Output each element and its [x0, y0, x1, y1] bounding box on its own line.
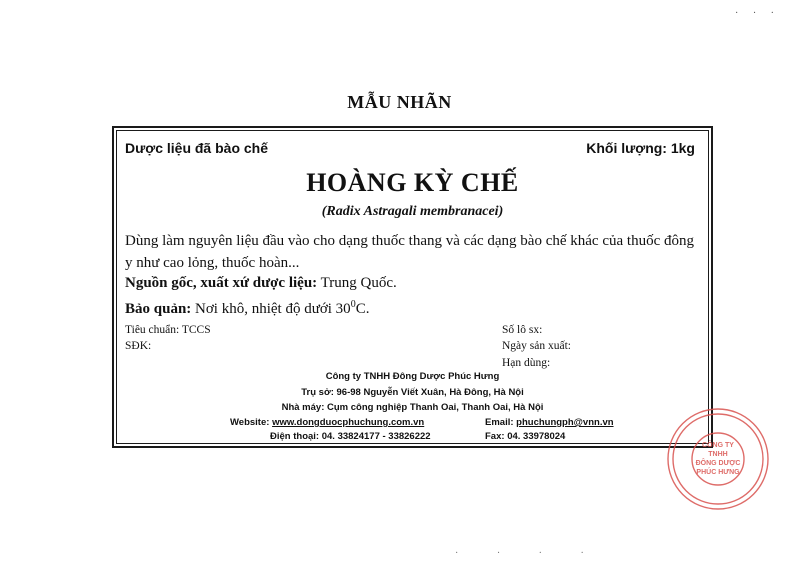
email-line: [485, 417, 614, 428]
headquarters-line: [114, 387, 711, 398]
page-heading: MẪU NHÃN: [347, 92, 452, 112]
weight-text: Khối lượng: 1kg: [586, 140, 695, 156]
storage-label: Bảo quản:: [125, 301, 192, 317]
website-link[interactable]: www.dongduocphuchung.com.vn: [272, 417, 425, 428]
origin-label: Nguồn gốc, xuất xứ dược liệu:: [125, 275, 318, 291]
website-line: [230, 417, 424, 428]
storage-line: [125, 299, 369, 318]
product-name: HOÀNG KỲ CHẾ: [306, 168, 519, 197]
seal-text-4: PHÚC HƯNG: [696, 469, 740, 476]
email-link[interactable]: phuchungph@vnn.vn: [516, 417, 614, 428]
seal-text-1: CÔNG TY: [702, 442, 734, 449]
storage-unit: C.: [355, 301, 370, 317]
headquarters-address: 96-98 Nguyễn Viết Xuân, Hà Đông, Hà Nội: [336, 387, 524, 398]
standard-text: Tiêu chuẩn: TCCS: [125, 324, 211, 336]
phone-line: [270, 431, 431, 442]
origin-value: Trung Quốc.: [320, 275, 397, 291]
company-seal-icon: [664, 405, 772, 513]
fax-number: 04. 33978024: [507, 431, 566, 442]
storage-value: Nơi khô, nhiệt độ dưới 30: [195, 301, 351, 317]
degree-sup: 0: [350, 299, 356, 310]
registration-text: SĐK:: [125, 340, 152, 352]
email-label: Email:: [485, 417, 514, 428]
exp-date-text: Hạn dùng:: [502, 357, 551, 369]
mfg-date-text: Ngày sản xuất:: [502, 340, 571, 352]
headquarters-label: Trụ sở:: [301, 387, 334, 398]
factory-line: [114, 402, 711, 413]
company-name: Công ty TNHH Đông Dược Phúc Hưng: [325, 371, 500, 382]
corner-marks: · · ·: [735, 8, 780, 19]
seal-text-3: ĐÔNG DƯỢC: [695, 460, 741, 467]
label-box: [112, 126, 713, 448]
phone-number: 04. 33824177 - 33826222: [321, 431, 431, 442]
fax-line: [485, 431, 565, 442]
latin-name: (Radix Astragali membranacei): [321, 204, 504, 219]
factory-label: Nhà máy:: [281, 402, 325, 413]
usage-text: Dùng làm nguyên liệu đầu vào cho dạng thuốc thang và các dạng bào chế khác của thuốc đông y như cao lỏng, thuốc hoàn...: [125, 233, 694, 271]
origin-line: [125, 275, 397, 292]
bottom-marks: · · · ·: [455, 548, 602, 559]
website-label: Website:: [230, 417, 270, 428]
lot-number-text: Số lô sx:: [502, 324, 543, 336]
category-text: Dược liệu đã bào chế: [125, 140, 269, 156]
phone-label: Điện thoại:: [270, 431, 320, 442]
seal-text-2: TNHH: [708, 451, 728, 458]
fax-label: Fax:: [485, 431, 505, 442]
factory-address: Cụm công nghiệp Thanh Oai, Thanh Oai, Hà Nội: [327, 402, 544, 413]
